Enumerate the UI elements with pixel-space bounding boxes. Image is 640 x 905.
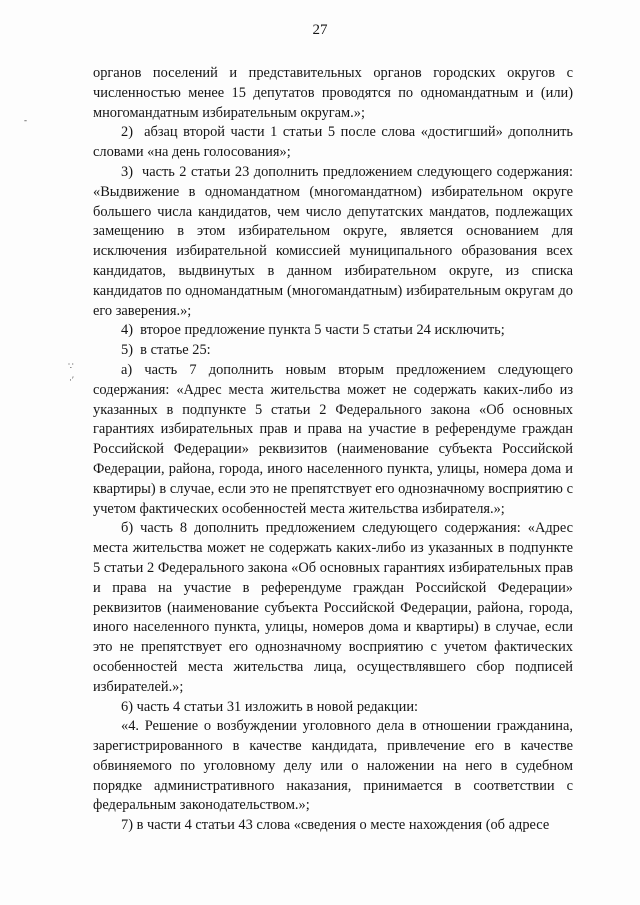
scan-artifact: ·′ — [69, 375, 74, 385]
scan-artifact: ∵ — [68, 361, 74, 371]
paragraph-item-2: 2) абзац второй части 1 статьи 5 после слова «достигший» дополнить словами «на день голосования»; — [93, 124, 573, 161]
paragraph-item-5b: б) часть 8 дополнить предложением следующего содержания: «Адрес места жительства может не содержать каких-либо из указанных в подпункте 5 статьи 2 Федерального закона «Об основных гарантиях избирательных прав и права на участие в референдуме граждан Российской Федерации» реквизитов (наименование субъекта Российской Федерации, района, города, иного населенного пункта, улицы, номеров дома и квартиры) в случае, если это не препятствует его однозначному восприятию с учетом фактических особенностей места жительства лица, осуществлявшего сбор подписей избирателей.»; — [93, 520, 573, 695]
scan-artifact: - — [24, 115, 27, 125]
paragraph-item-5: 5) в статье 25: — [121, 342, 211, 359]
paragraph-continuation: органов поселений и представительных органов городских округов с численностью менее 15 депутатов проводятся по одномандатным и (или) многомандатным избирательным округам.»; — [93, 65, 573, 121]
paragraph-item-4: 4) второе предложение пункта 5 части 5 статьи 24 исключить; — [121, 322, 505, 339]
paragraph-item-5a: а) часть 7 дополнить новым вторым предложением следующего содержания: «Адрес места жительства может не содержать каких-либо из указанных в подпункте 5 статьи 2 Федерального закона «Об основных гарантиях избирательных прав и права на участие в референдуме граждан Российской Федерации» реквизитов (наименование субъекта Российской Федерации, района, города, иного населенного пункта, улицы, номера дома и квартиры) в случае, если это не препятствует его однозначному восприятию с учетом фактических особенностей места жительства избирателя.»; — [93, 361, 573, 517]
paragraph-item-7: 7) в части 4 статьи 43 слова «сведения о месте нахождения (об адресе — [121, 817, 550, 834]
page-number: 27 — [312, 22, 328, 38]
paragraph-item-3: 3) часть 2 статьи 23 дополнить предложением следующего содержания: «Выдвижение в одномандатном (многомандатном) избирательном округе большего числа кандидатов, чем число депутатских мандатов, подлежащих замещению в этом избирательном округе, является основанием для исключения избирательной комиссией муниципального образования всех кандидатов, выдвинутых в данном избирательном округе, из списка кандидатов по одномандатным (многомандатным) избирательным округам до его заверения.»; — [93, 163, 573, 319]
document-body — [93, 64, 573, 836]
paragraph-item-6: 6) часть 4 статьи 31 изложить в новой редакции: — [121, 698, 419, 715]
paragraph-quoted-text: «4. Решение о возбуждении уголовного дела в отношении гражданина, зарегистрированного в качестве кандидата, привлечение его в качестве обвиняемого по уголовному делу или о наложении на него в судебном порядке административного наказания, принимается в соответствии с федеральным законодательством.»; — [93, 718, 573, 814]
